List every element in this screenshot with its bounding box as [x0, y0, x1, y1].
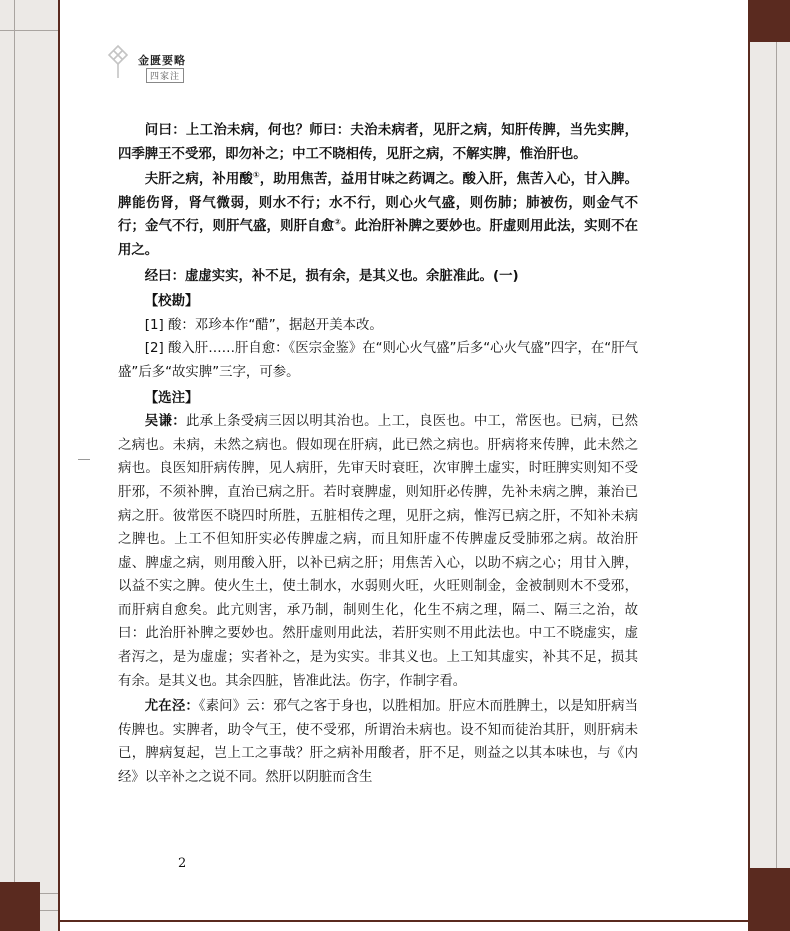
footnote-marker: ② [334, 217, 341, 227]
background-line [14, 0, 15, 931]
knot-logo-icon [107, 44, 129, 80]
page-content [118, 119, 638, 790]
commentator-name: 吴谦： [144, 414, 186, 430]
section-heading-commentary: 【选注】 [144, 390, 199, 406]
page-frame-bottom [58, 920, 750, 922]
background-line [776, 0, 777, 931]
page-frame-right [748, 0, 750, 931]
page-frame-left [58, 0, 60, 931]
commentary-text: 此承上条受病三因以明其治也。上工，良医也。中工，常医也。已病，已然之病也。未病，未然之病也。假如现在肝病，此已然之病也。肝病将来传脾，此未然之病也。良医知肝病传脾，见人病肝，先审天时衰旺，次审脾土虚实，时旺脾实则知不受肝邪，不须补脾，直治已病之肝。若时衰脾虚，则知肝必传脾，先补未病之脾，兼治已病之肝。彼常医不晓四时所胜，五脏相传之理，见肝之病，惟泻已病之肝，不知补未病之脾也。上工不但知肝实必传脾虚之病，而且知肝虚不传脾虚反受肺邪之病。故治肝虚、脾虚之病，则用酸入肝，以补已病之肝；用焦苦入心，以助不病之心；用甘入脾，以益不实之脾。使火生土，使土制水，水弱则火旺，火旺则制金，金被制则木不受邪，而肝病自愈矣。此亢则害，承乃制，制则生化，化生不病之理，隔二、隔三之治，故曰：此治肝补脾之要妙也。然肝虚则用此法，若肝实则不用此法也。中工不晓虚实，虚者泻之，是为虚虚；实者补之，是为实实。非其义也。上工知其虚实，补其不足，损其有余。是其义也。其余四脏，皆准此法。伤字，作制字看。 [118, 414, 639, 689]
commentary-paragraph [118, 410, 638, 693]
book-title: 金匮要略 [138, 54, 186, 67]
page-number: 2 [178, 856, 187, 871]
paragraph-text: ，助用焦苦，益用甘味之药调之。酸入肝，焦苦入心，甘入脾。脾能伤肾，肾气微弱，则水不行；水不行，则心火气盛，则伤肺；肺被伤，则金气不行；金气不行，则肝气盛，则肝自愈 [118, 172, 639, 235]
commentator-name: 尤在泾： [144, 699, 199, 715]
commentary-paragraph [118, 695, 638, 789]
corner-decoration [0, 882, 40, 931]
paragraph-text: 。此治肝补脾之要妙也。肝虚则用此法，实则不在用之。 [118, 219, 638, 258]
commentary-text: 《素问》云：邪气之客于身也，以胜相加。肝应木而胜脾土，以是知肝病当传脾也。实脾者，助令气王，使不受邪，所谓治未病也。设不知而徒治其肝，则肝病未已，脾病复起，岂上工之事哉？肝之病补用酸者，肝不足，则益之以其本味也，与《内经》以辛补之之说不同。然肝以阴脏而含生 [118, 699, 638, 786]
classic-text-paragraph: 问曰：上工治未病，何也？师曰：夫治未病者，见肝之病，知肝传脾，当先实脾，四季脾王不受邪，即勿补之；中工不晓相传，见肝之病，不解实脾，惟治肝也。 [118, 123, 638, 162]
classic-text-paragraph: 经曰：虚虚实实，补不足，损有余，是其义也。余脏准此。(一) [144, 268, 519, 284]
paragraph-text: 夫肝之病，补用酸 [144, 172, 253, 188]
margin-tick [78, 459, 90, 460]
section-heading-collation: 【校勘】 [144, 294, 199, 310]
collation-note: [2] 酸入肝……肝自愈：《医宗金鉴》在“则心火气盛”后多“心火气盛”四字，在“肝气盛”后多“故实脾”三字，可参。 [118, 341, 638, 380]
classic-text-paragraph [118, 168, 638, 262]
collation-note: [1] 酸：邓珍本作“醋”，据赵开美本改。 [144, 317, 383, 333]
footnote-marker: ① [252, 170, 260, 180]
series-badge: 四家注 [146, 68, 184, 83]
